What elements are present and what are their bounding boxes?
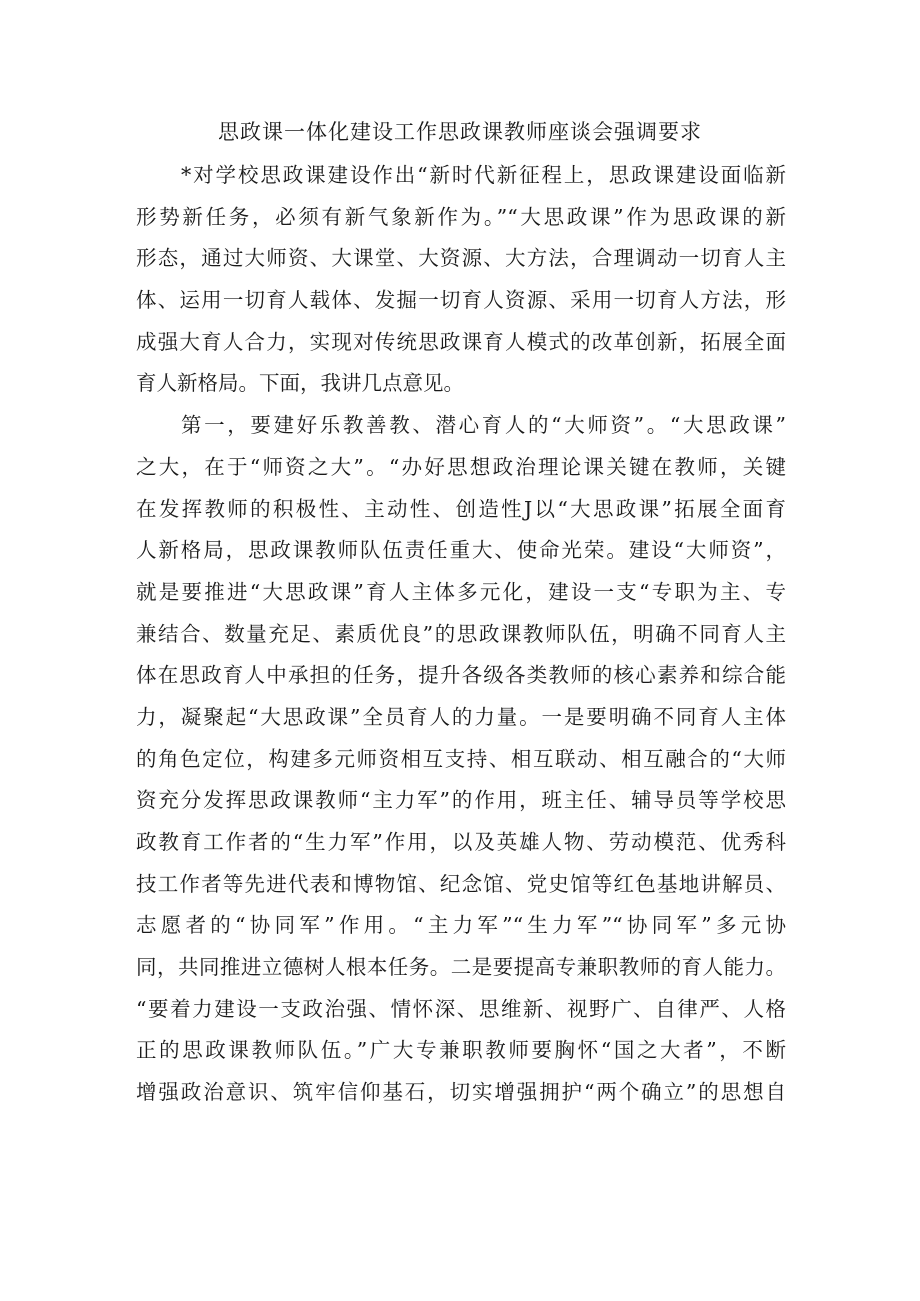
paragraph-line: 人新格局，思政课教师队伍责任重大、使命光荣。建设“大师资”，: [136, 538, 786, 563]
paragraph-line: 同，共同推进立德树人根本任务。二是要提高专兼职教师的育人能力。: [136, 955, 786, 980]
paragraph-line: 形态，通过大师资、大课堂、大资源、大方法，合理调动一切育人主: [136, 246, 786, 271]
paragraph-line: 第一，要建好乐教善教、潜心育人的“大师资”。“大思政课”: [181, 413, 786, 438]
paragraph-line: “要着力建设一支政治强、情怀深、思维新、视野广、自律严、人格: [136, 996, 786, 1021]
paragraph-line: 正的思政课教师队伍。”广大专兼职教师要胸怀“国之大者”，不断: [136, 1038, 786, 1063]
paragraph-line: 在发挥教师的积极性、主动性、创造性J以“大思政课”拓展全面育: [136, 496, 786, 521]
paragraph-line: 成强大育人合力，实现对传统思政课育人模式的改革创新，拓展全面: [136, 329, 786, 354]
document-body: [136, 155, 786, 1114]
document-title: 思政课一体化建设工作思政课教师座谈会强调要求: [218, 120, 702, 144]
paragraph-line: 技工作者等先进代表和博物馆、纪念馆、党史馆等红色基地讲解员、: [136, 871, 786, 896]
paragraph-line: 体、运用一切育人载体、发掘一切育人资源、采用一切育人方法，形: [136, 288, 786, 313]
paragraph-line: 兼结合、数量充足、素质优良”的思政课教师队伍，明确不同育人主: [136, 621, 786, 646]
paragraph-line: 志愿者的“协同军”作用。“主力军”“生力军”“协同军”多元协: [136, 913, 786, 938]
paragraph-line: 资充分发挥思政课教师“主力军”的作用，班主任、辅导员等学校思: [136, 788, 786, 813]
paragraph-line: 政教育工作者的“生力军”作用，以及英雄人物、劳动模范、优秀科: [136, 830, 786, 854]
paragraph-line: 的角色定位，构建多元师资相互支持、相互联动、相互融合的“大师: [136, 746, 786, 771]
paragraph-line: *对学校思政课建设作出“新时代新征程上，思政课建设面临新: [181, 163, 786, 187]
paragraph-line: 体在思政育人中承担的任务，提升各级各类教师的核心素养和综合能: [136, 663, 786, 688]
paragraph-line: 形势新任务，必须有新气象新作为。”“大思政课”作为思政课的新: [136, 204, 786, 229]
paragraph-line: 力，凝聚起“大思政课”全员育人的力量。一是要明确不同育人主体: [136, 704, 786, 729]
paragraph-line: 之大，在于“师资之大”。“办好思想政治理论课关键在教师，关键: [136, 454, 786, 479]
paragraph-line: 就是要推进“大思政课”育人主体多元化，建设一支“专职为主、专: [136, 579, 786, 604]
paragraph-line: 育人新格局。下面，我讲几点意见。: [136, 371, 464, 396]
paragraph-line: 增强政治意识、筑牢信仰基石，切实增强拥护“两个确立”的思想自: [136, 1080, 786, 1105]
